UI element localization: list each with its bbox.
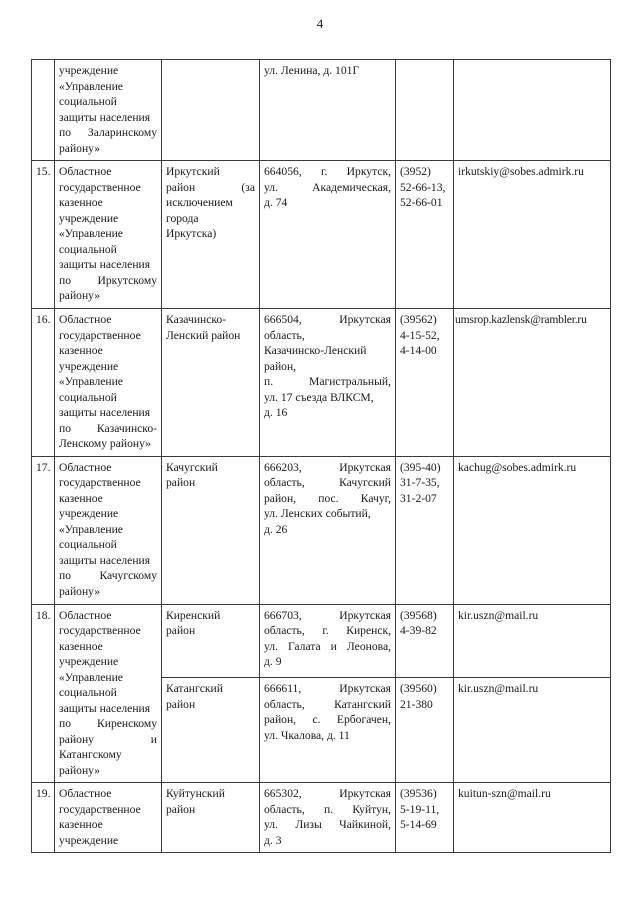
area-line: исключением <box>166 196 233 209</box>
address-cell <box>260 604 396 678</box>
area-line: Иркутска) <box>166 227 217 240</box>
org-name-cell <box>55 456 162 604</box>
phone-line: 52-66-01 <box>400 196 443 209</box>
org-line: защиты населения <box>59 258 151 271</box>
org-line: учреждение <box>59 64 119 77</box>
address-line: ул. Лизы Чайкиной, <box>264 818 391 831</box>
area-cell <box>162 604 260 678</box>
address-line: ул. Ленина, д. 101Г <box>264 64 360 77</box>
org-line: казенное <box>59 818 103 831</box>
address-cell <box>260 60 396 161</box>
area-line: города <box>166 211 199 225</box>
address-line: область, п. Куйтун, <box>264 802 391 816</box>
phone-line: (39536) <box>400 787 437 800</box>
phone-cell <box>396 604 454 678</box>
address-line: район, с. Ербогачен, <box>264 713 391 726</box>
phone-line: (39568) <box>400 608 437 622</box>
row-number <box>32 60 55 161</box>
org-line: социальной <box>59 686 117 699</box>
address-cell <box>260 161 396 309</box>
org-line: району» <box>59 141 101 155</box>
phone-line: (3952) <box>400 165 431 178</box>
org-line: учреждение <box>59 507 119 520</box>
address-line: д. 3 <box>264 833 282 847</box>
phone-cell <box>396 783 454 853</box>
org-line: «Управление <box>59 375 123 388</box>
org-line: по Заларинскому <box>59 126 157 139</box>
address-line: область, Качугский <box>264 476 391 489</box>
address-line: 665302, Иркутская <box>264 787 391 800</box>
address-line: 666203, Иркутская <box>264 460 391 474</box>
org-name-cell <box>55 604 162 783</box>
phone-line: 31-7-35, <box>400 476 440 489</box>
area-cell <box>162 309 260 457</box>
row-number: 18. <box>32 604 55 783</box>
org-line: учреждение <box>59 833 119 847</box>
phone-cell <box>396 678 454 783</box>
org-line: социальной <box>59 242 117 256</box>
phone-line: 31-2-07 <box>400 491 437 505</box>
org-line: защиты населения <box>59 553 151 567</box>
row-number: 15. <box>32 161 55 309</box>
address-line: 666611, Иркутская <box>264 682 391 695</box>
area-line: Ленский район <box>166 328 241 342</box>
area-line: район <box>166 802 196 816</box>
org-line: учреждение <box>59 655 119 668</box>
address-cell <box>260 783 396 853</box>
table-row <box>32 60 611 161</box>
institutions-table <box>31 59 611 853</box>
area-line: Казачинско- <box>166 313 227 326</box>
table-row <box>32 783 611 853</box>
phone-line: (39562) <box>400 313 437 326</box>
email-address: umsrop.kazlensk@rambler.ru <box>455 313 587 326</box>
phone-line: 4-14-00 <box>400 344 437 357</box>
area-line: район (за <box>166 180 255 194</box>
phone-line: 4-15-52, <box>400 328 440 342</box>
org-line: по Киренскому <box>59 717 157 730</box>
org-line: Областное <box>59 787 112 800</box>
address-cell <box>260 309 396 457</box>
address-line: 664056, г. Иркутск, <box>264 165 391 178</box>
table-row <box>32 161 611 309</box>
org-line: защиты населения <box>59 701 151 715</box>
email-cell <box>454 783 611 853</box>
address-line: Казачинско-Ленский <box>264 344 367 357</box>
address-line: д. 74 <box>264 196 288 209</box>
org-line: району» <box>59 763 101 777</box>
address-line: п. Магистральный, <box>264 375 391 388</box>
address-line: ул. Чкалова, д. 11 <box>264 728 350 742</box>
org-line: Катангскому <box>59 748 122 761</box>
address-line: 666504, Иркутская <box>264 313 391 326</box>
email-cell <box>454 60 611 161</box>
address-cell <box>260 456 396 604</box>
org-line: «Управление <box>59 670 123 684</box>
org-line: социальной <box>59 95 117 108</box>
area-cell <box>162 456 260 604</box>
table-row <box>32 456 611 604</box>
address-line: ул. Академическая, <box>264 180 391 194</box>
table-row <box>32 604 611 678</box>
phone-line: 52-66-13, <box>400 180 446 194</box>
area-cell <box>162 161 260 309</box>
org-line: государственное <box>59 624 141 637</box>
phone-line: 5-14-69 <box>400 818 437 831</box>
area-line: Киренский <box>166 608 221 622</box>
address-line: д. 16 <box>264 406 288 419</box>
org-line: Областное <box>59 313 112 326</box>
org-line: казенное <box>59 196 103 209</box>
address-cell <box>260 678 396 783</box>
address-line: ул. Галата и Леонова, <box>264 639 391 653</box>
address-line: 666703, Иркутская <box>264 608 391 622</box>
address-line: д. 9 <box>264 655 282 668</box>
area-line: район <box>166 697 196 711</box>
org-line: защиты населения <box>59 110 151 124</box>
org-line: району» <box>59 289 101 302</box>
org-line: по Иркутскому <box>59 273 157 287</box>
org-line: государственное <box>59 476 141 489</box>
org-line: «Управление <box>59 79 123 93</box>
org-name-cell <box>55 161 162 309</box>
org-line: Областное <box>59 460 112 474</box>
org-line: по Качугскому <box>59 569 157 582</box>
page-number: 4 <box>316 16 324 31</box>
org-line: Областное <box>59 165 112 178</box>
phone-line: (395-40) <box>400 460 441 474</box>
email-cell <box>454 309 611 457</box>
area-line: район <box>166 624 196 637</box>
org-name-cell <box>55 309 162 457</box>
email-address: kir.uszn@mail.ru <box>458 682 539 695</box>
email-cell <box>454 678 611 783</box>
phone-line: 21-380 <box>400 697 433 711</box>
address-line: район, пос. Качуг, <box>264 491 391 505</box>
email-address: kachug@sobes.admirk.ru <box>458 460 577 474</box>
org-line: учреждение <box>59 211 119 225</box>
email-cell <box>454 161 611 309</box>
org-line: Ленскому району» <box>59 437 151 450</box>
org-line: казенное <box>59 344 103 357</box>
phone-line: 4-39-82 <box>400 624 437 637</box>
address-line: область, Катангский <box>264 697 391 711</box>
table-row <box>32 309 611 457</box>
org-line: району» <box>59 584 101 598</box>
phone-cell <box>396 309 454 457</box>
row-number: 19. <box>32 783 55 853</box>
address-line: область, г. Киренск, <box>264 624 391 637</box>
email-address: irkutskiy@sobes.admirk.ru <box>458 165 584 178</box>
email-address: kuitun-szn@mail.ru <box>458 787 551 800</box>
org-line: казенное <box>59 639 103 653</box>
org-line: Областное <box>59 608 112 622</box>
area-cell <box>162 60 260 161</box>
org-line: социальной <box>59 390 117 404</box>
email-cell <box>454 456 611 604</box>
org-line: «Управление <box>59 522 123 536</box>
area-line: Иркутский <box>166 165 220 178</box>
phone-cell <box>396 161 454 309</box>
phone-cell <box>396 456 454 604</box>
address-line: область, <box>264 328 305 342</box>
table-body <box>32 60 611 853</box>
phone-cell <box>396 60 454 161</box>
address-line: ул. 17 съезда ВЛКСМ, <box>264 390 374 404</box>
address-line: ул. Ленских событий, <box>264 507 371 520</box>
phone-line: (39560) <box>400 682 437 695</box>
area-cell <box>162 783 260 853</box>
org-line: учреждение <box>59 359 119 373</box>
area-line: Катангский <box>166 682 223 695</box>
org-line: государственное <box>59 328 141 342</box>
area-cell <box>162 678 260 783</box>
row-number: 16. <box>32 309 55 457</box>
area-line: район <box>166 476 196 489</box>
org-line: защиты населения <box>59 406 151 419</box>
phone-line: 5-19-11, <box>400 802 440 816</box>
org-line: государственное <box>59 802 141 816</box>
org-line: району и <box>59 732 157 746</box>
row-number: 17. <box>32 456 55 604</box>
org-line: казенное <box>59 491 103 505</box>
email-address: kir.uszn@mail.ru <box>458 608 539 622</box>
address-line: район, <box>264 359 297 373</box>
org-name-cell <box>55 783 162 853</box>
address-line: д. 26 <box>264 522 288 536</box>
org-line: социальной <box>59 538 117 551</box>
area-line: Куйтунский <box>166 787 225 800</box>
org-name-cell <box>55 60 162 161</box>
org-line: «Управление <box>59 227 123 240</box>
email-cell <box>454 604 611 678</box>
org-line: по Казачинско- <box>59 421 157 435</box>
org-line: государственное <box>59 180 141 194</box>
area-line: Качугский <box>166 460 218 474</box>
